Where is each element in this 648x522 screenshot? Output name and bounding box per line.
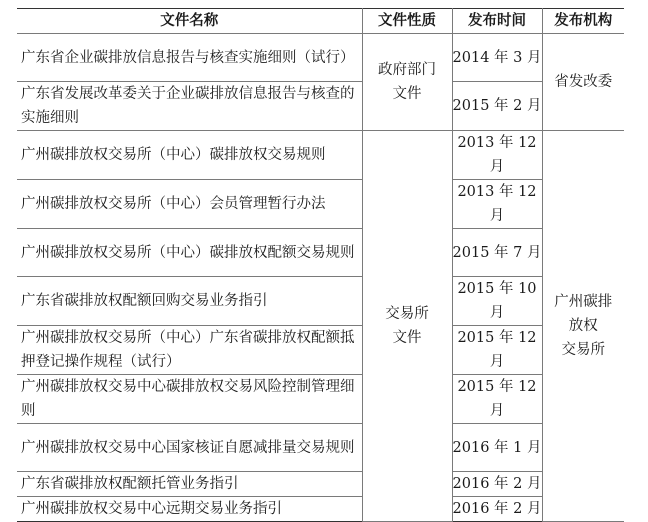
file-name-cell: 广州碳排放权交易所（中心）广东省碳排放权配额抵押登记操作规程（试行） [17,326,362,375]
table-row [17,82,624,131]
table-row [17,34,624,82]
file-name-cell: 广州碳排放权交易所（中心）碳排放权交易规则 [17,131,362,180]
table-row [17,277,624,326]
release-date-cell: 2015 年 12 月 [452,375,542,424]
file-name-cell: 广东省碳排放权配额回购交易业务指引 [17,277,362,326]
table-row [17,497,624,522]
release-date-cell: 2015 年 7 月 [452,229,542,277]
issuing-agency-cell: 省发改委 [542,34,624,131]
table-row [17,229,624,277]
release-date-cell: 2015 年 10 月 [452,277,542,326]
header-file-name: 文件名称 [17,9,362,34]
table-row [17,472,624,497]
release-date-cell: 2013 年 12 月 [452,131,542,180]
release-date-cell: 2015 年 12 月 [452,326,542,375]
header-file-nature: 文件性质 [362,9,452,34]
release-date-cell: 2014 年 3 月 [452,34,542,82]
file-name-cell: 广州碳排放权交易中心国家核证自愿减排量交易规则 [17,424,362,472]
header-row [17,9,624,34]
file-name-cell: 广州碳排放权交易中心远期交易业务指引 [17,497,362,522]
release-date-cell: 2013 年 12 月 [452,180,542,229]
table-row [17,424,624,472]
file-nature-cell: 交易所 文件 [362,131,452,522]
table-row [17,180,624,229]
table-row [17,326,624,375]
header-issuing-agency: 发布机构 [542,9,624,34]
release-date-cell: 2015 年 2 月 [452,82,542,131]
release-date-cell: 2016 年 2 月 [452,472,542,497]
file-name-cell: 广东省企业碳排放信息报告与核查实施细则（试行） [17,34,362,82]
regulations-table [17,8,624,522]
file-name-cell: 广州碳排放权交易所（中心）碳排放权配额交易规则 [17,229,362,277]
file-name-cell: 广州碳排放权交易所（中心）会员管理暂行办法 [17,180,362,229]
release-date-cell: 2016 年 1 月 [452,424,542,472]
file-name-cell: 广东省发展改革委关于企业碳排放信息报告与核查的实施细则 [17,82,362,131]
file-name-cell: 广东省碳排放权配额托管业务指引 [17,472,362,497]
table-row [17,375,624,424]
header-release-date: 发布时间 [452,9,542,34]
table-row [17,131,624,180]
file-name-cell: 广州碳排放权交易中心碳排放权交易风险控制管理细则 [17,375,362,424]
file-nature-cell: 政府部门 文件 [362,34,452,131]
release-date-cell: 2016 年 2 月 [452,497,542,522]
issuing-agency-cell: 广州碳排 放权 交易所 [542,131,624,522]
